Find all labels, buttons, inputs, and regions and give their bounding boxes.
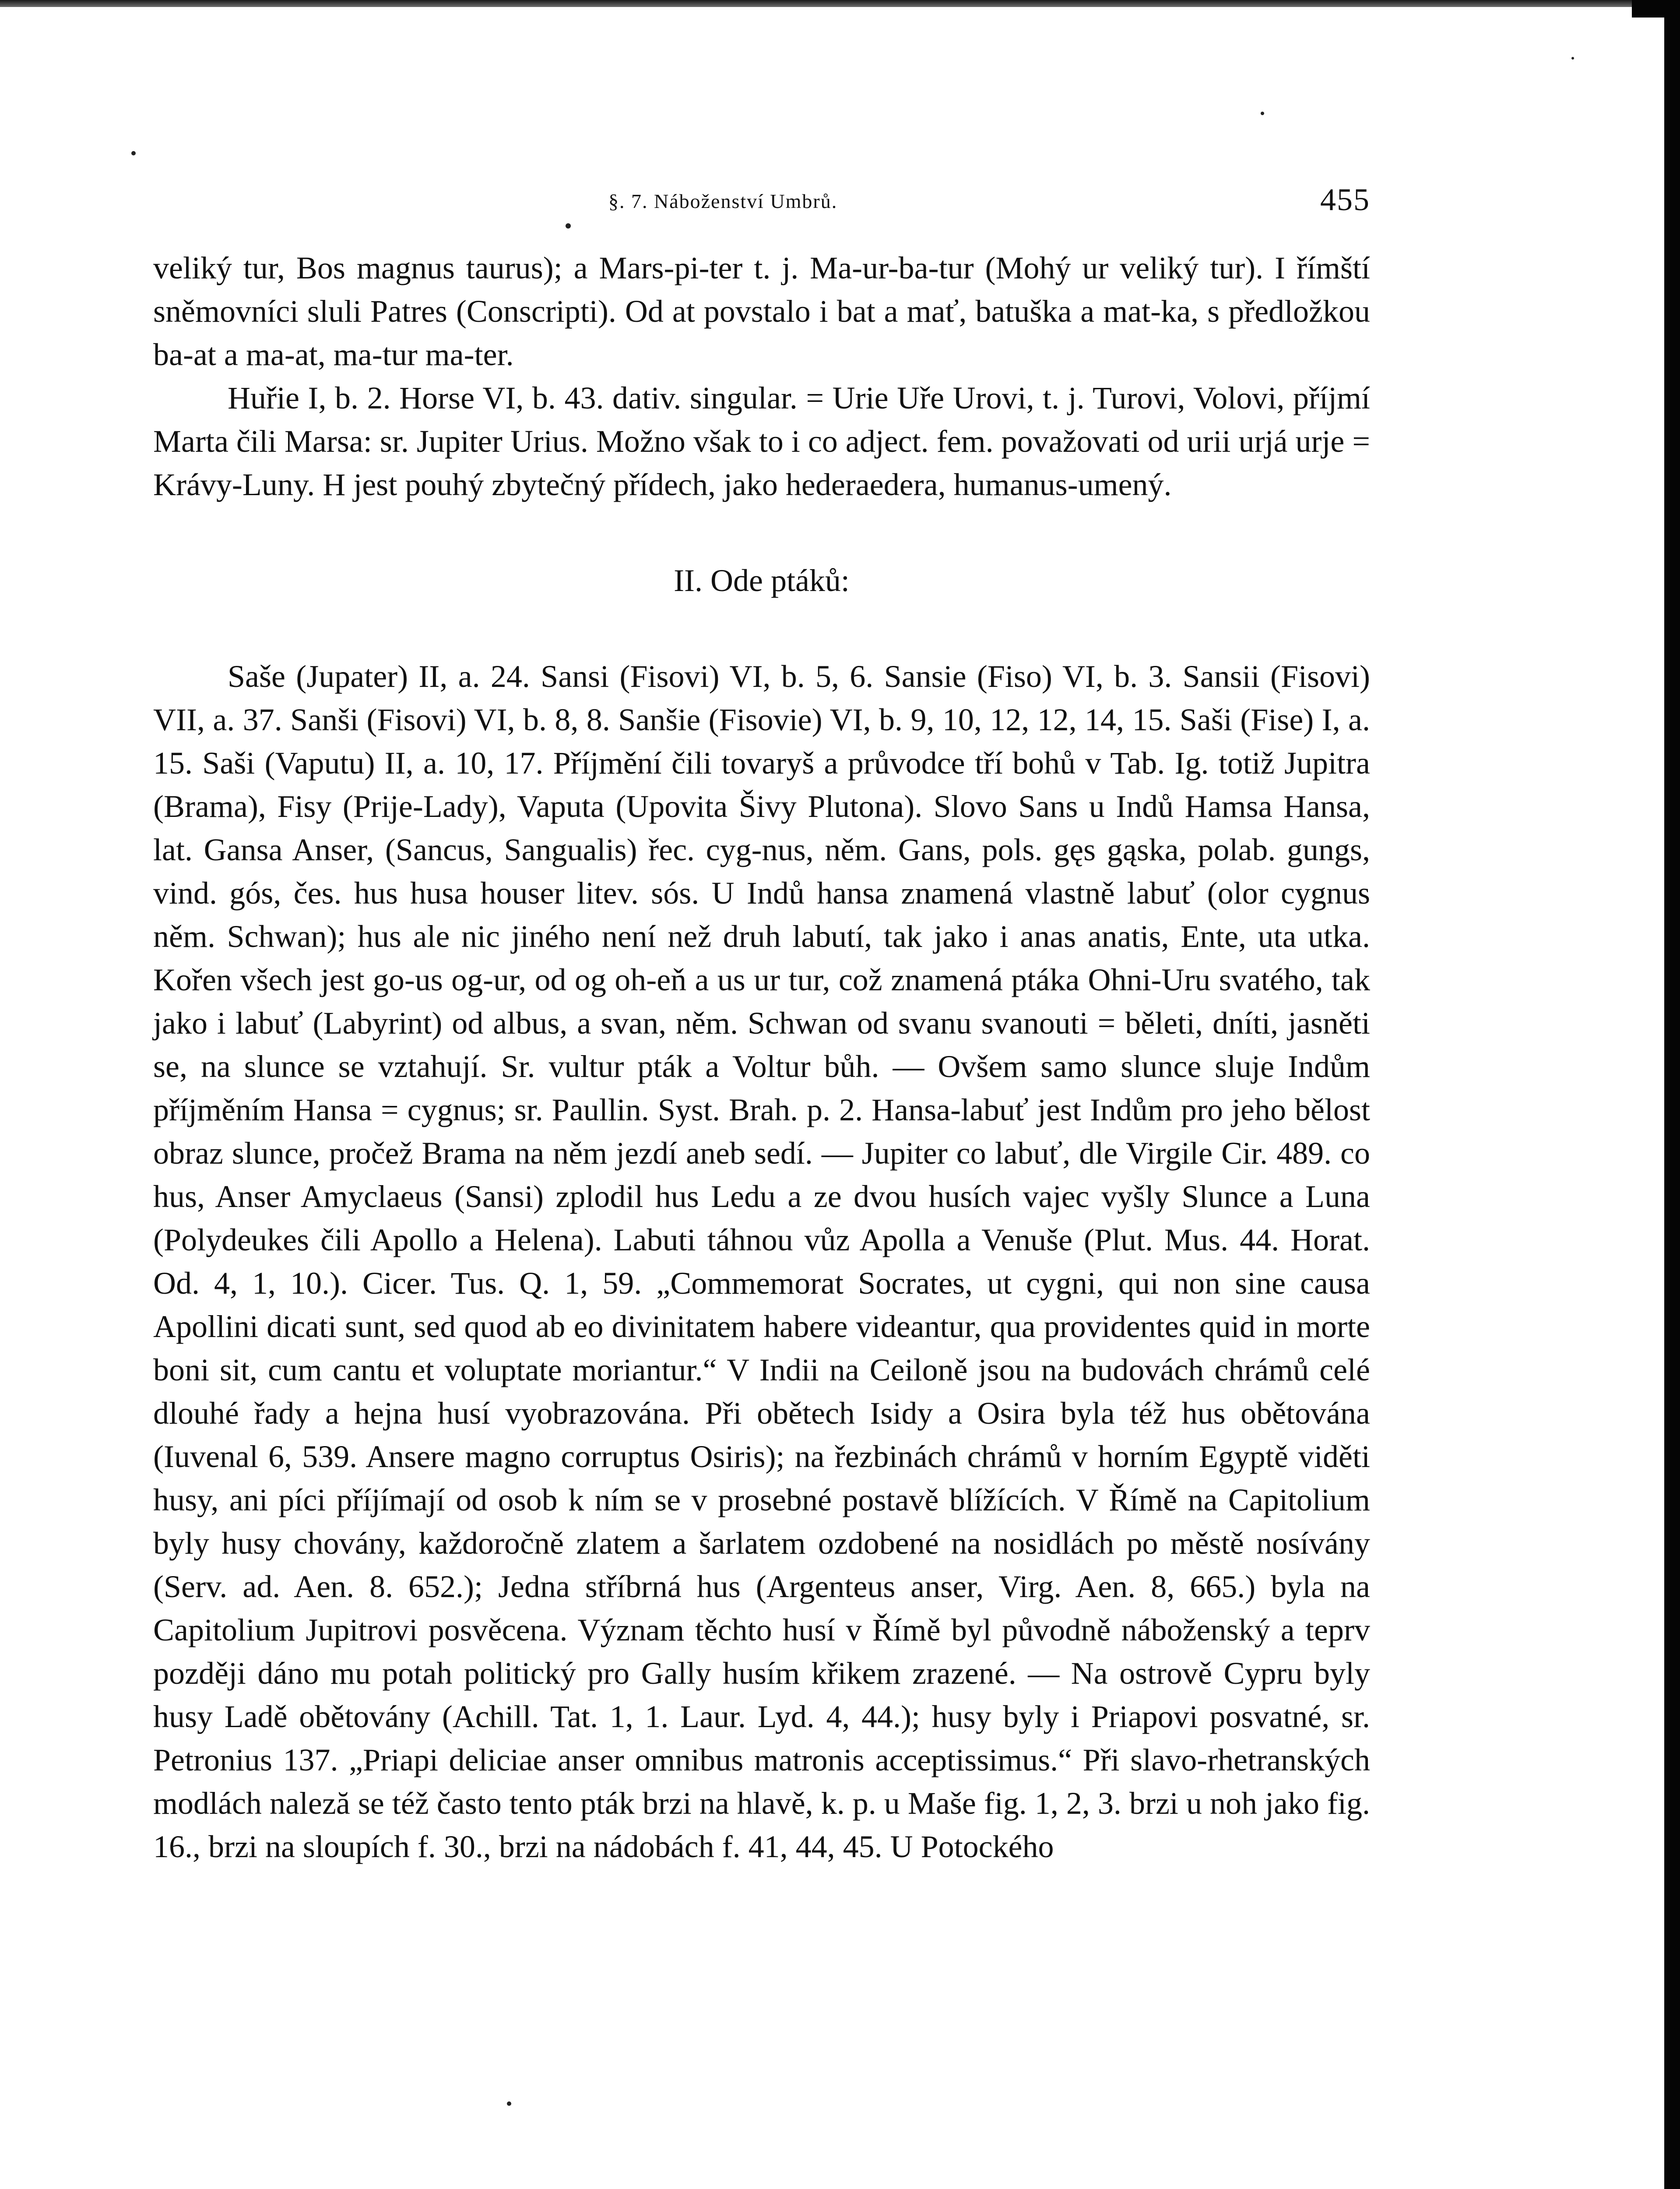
scan-right-edge	[1664, 0, 1680, 2189]
scan-speck	[131, 151, 136, 155]
book-page	[153, 182, 1370, 1869]
page-body	[153, 246, 1370, 1869]
scan-speck	[1261, 112, 1264, 115]
scan-speck	[1571, 57, 1574, 60]
scan-corner	[1632, 0, 1680, 18]
paragraph: veliký tur, Bos magnus taurus); a Mars-pi-ter t. j. Ma-ur-ba-tur (Mohý ur veliký tur). I římští sněmovníci sluli Patres (Conscripti). Od at povstalo i bat a mať, batuška a mat-ka, s předložkou ba-at a ma-at, ma-tur ma-ter.	[153, 250, 1370, 372]
paragraph: Saše (Jupater) II, a. 24. Sansi (Fisovi) VI, b. 5, 6. Sansie (Fiso) VI, b. 3. Sansii (Fisovi) VII, a. 37. Sanši (Fisovi) VI, b. 8, 8. Sanšie (Fisovie) VI, b. 9, 10, 12, 12, 14, 15. Saši (Fise) I, a. 15. Saši (Vaputu) II, a. 10, 17. Příjmění čili tovaryš a průvodce tří bohů v Tab. Ig. totiž Jupitra (Brama), Fisy (Prije-Lady), Vaputa (Upovita Šivy Plutona). Slovo Sans u Indů Hamsa Hansa, lat. Gansa Anser, (Sancus, Sangualis) řec. cyg-nus, něm. Gans, pols. gęs gąska, polab. gungs, vind. gós, čes. hus husa houser litev. sós. U Indů hansa znamená vlastně labuť (olor cygnus něm. Schwan); hus ale nic jiného není než druh labutí, tak jako i anas anatis, Ente, uta utka. Kořen všech jest go-us og-ur, od og oh-eň a us ur tur, což znamená ptáka Ohni-Uru svatého, tak jako i labuť (Labyrint) od albus, a svan, něm. Schwan od svanu svanouti = běleti, dníti, jasněti se, na slunce se vztahují. Sr. vultur pták a Voltur bůh. — Ovšem samo slunce sluje Indům příjměním Hansa = cygnus; sr. Paullin. Syst. Brah. p. 2. Hansa-labuť jest Indům pro jeho bělost obraz slunce, pročež Brama na něm jezdí aneb sedí. — Jupiter co labuť, dle Virgile Cir. 489. co hus, Anser Amyclaeus (Sansi) zplodil hus Ledu a ze dvou husích vajec vyšly Slunce a Luna (Polydeukes čili Apollo a Helena). Labuti táhnou vůz Apolla a Venuše (Plut. Mus. 44. Horat. Od. 4, 1, 10.). Cicer. Tus. Q. 1, 59. „Commemorat Socrates, ut cygni, qui non sine causa Apollini dicati sunt, sed quod ab eo divinitatem habere videantur, qua providentes quid in morte boni sit, cum cantu et voluptate moriantur.“ V Indii na Ceiloně jsou na budovách chrámů celé dlouhé řady a hejna husí vyobrazována. Při obětech Isidy a Osira byla též hus obětována (Iuvenal 6, 539. Ansere magno corruptus Osiris); na řezbinách chrámů v horním Egyptě viděti husy, ani píci příjímají od osob k ním se v prosebné postavě blížících. V Římě na Capitolium byly husy chovány, každoročně zlatem a šarlatem ozdobené na nosidlách po městě nosívány (Serv. ad. Aen. 8. 652.); Jedna stříbrná hus (Argenteus anser, Virg. Aen. 8, 665.) byla na Capitolium Jupitrovi posvěcena. Význam těchto husí v Římě byl původně náboženský a teprv později dáno mu potah politický pro Gally husím křikem zrazené. — Na ostrově Cypru byly husy Ladě obětovány (Achill. Tat. 1, 1. Laur. Lyd. 4, 44.); husy byly i Priapovi posvatné, sr. Petronius 137. „Priapi deliciae anser omnibus matronis acceptissimus.“ Při slavo-rhetranských modlách naleză se též často tento pták brzi na hlavě, k. p. u Maše fig. 1, 2, 3. brzi u noh jako fig. 16., brzi na sloupích f. 30., brzi na nádobách f. 41, 44, 45. U Potockého	[153, 659, 1370, 1864]
scan-speck	[507, 2101, 511, 2106]
page-number: 455	[1320, 182, 1370, 217]
scan-top-edge	[0, 0, 1680, 7]
section-heading: II. Ode ptáků:	[674, 563, 850, 598]
paragraph: Huřie I, b. 2. Horse VI, b. 43. dativ. singular. = Urie Uře Urovi, t. j. Turovi, Volovi, příjmí Marta čili Marsa: sr. Jupiter Urius. Možno však to i co adject. fem. považovati od urii urjá urje = Krávy-Luny. H jest pouhý zbytečný přídech, jako hederaedera, humanus-umený.	[153, 380, 1370, 502]
running-head	[153, 182, 1370, 234]
running-head-title: §. 7. Náboženství Umbrů.	[608, 190, 838, 212]
